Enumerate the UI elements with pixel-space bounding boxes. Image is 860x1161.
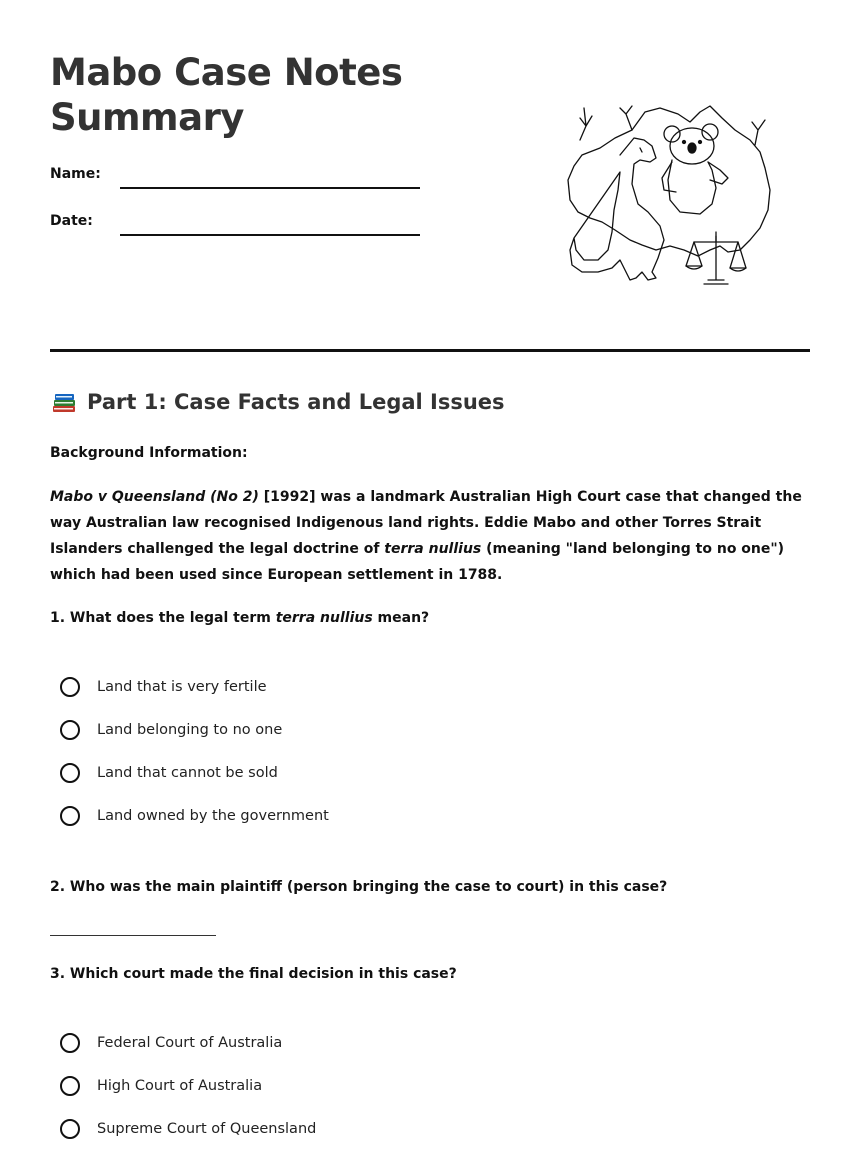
question-2: 2. Who was the main plaintiff (person bringing the case to court) in this case?: [50, 879, 668, 895]
background-label: Background Information:: [50, 445, 248, 461]
q1-option[interactable]: [60, 717, 282, 743]
option-label: High Court of Australia: [97, 1078, 263, 1094]
q3-option[interactable]: [60, 1116, 316, 1142]
q1-prefix: 1. What does the legal term: [50, 610, 276, 626]
question-1: [50, 610, 429, 626]
name-label: Name:: [50, 166, 101, 182]
worksheet-title: [50, 50, 402, 140]
q1-option[interactable]: [60, 674, 267, 700]
title-line-2: Summary: [50, 96, 244, 139]
option-label: Supreme Court of Queensland: [97, 1121, 317, 1137]
title-line-1: Mabo Case Notes: [50, 51, 403, 94]
radio-circle-icon[interactable]: [60, 677, 80, 697]
radio-circle-icon[interactable]: [60, 806, 80, 826]
radio-circle-icon[interactable]: [60, 763, 80, 783]
background-paragraph: [50, 484, 815, 588]
option-label: Federal Court of Australia: [97, 1035, 283, 1051]
q1-suffix: mean?: [372, 610, 430, 626]
q2-answer-field[interactable]: [50, 935, 216, 936]
q1-option[interactable]: [60, 760, 278, 786]
option-label: Land that is very fertile: [97, 679, 267, 695]
option-label: Land belonging to no one: [97, 722, 283, 738]
option-label: Land owned by the government: [97, 808, 329, 824]
date-field[interactable]: [120, 234, 420, 236]
q1-option[interactable]: [60, 803, 329, 829]
q3-option[interactable]: [60, 1030, 282, 1056]
question-3: 3. Which court made the final decision in this case?: [50, 966, 457, 982]
books-icon: [50, 388, 78, 416]
section-divider: [50, 349, 810, 352]
q1-term: terra nullius: [275, 610, 373, 626]
part1-heading: [50, 388, 505, 416]
radio-circle-icon[interactable]: [60, 1076, 80, 1096]
case-name: Mabo v Queensland (No 2): [50, 489, 259, 505]
paragraph-term: terra nullius: [384, 541, 482, 557]
radio-circle-icon[interactable]: [60, 720, 80, 740]
q3-option[interactable]: [60, 1073, 262, 1099]
kangaroo-koala-illustration-icon: [560, 100, 775, 290]
option-label: Land that cannot be sold: [97, 765, 278, 781]
radio-circle-icon[interactable]: [60, 1033, 80, 1053]
name-field[interactable]: [120, 187, 420, 189]
paragraph-text-2: (meaning "land belonging to no one") which had been used since European settlement in 1788.: [50, 541, 785, 583]
radio-circle-icon[interactable]: [60, 1119, 80, 1139]
part1-title: Part 1: Case Facts and Legal Issues: [87, 390, 505, 414]
paragraph-text-1: [1992] was a landmark Australian High Court case that changed the way Australian law recognised Indigenous land rights. Eddie Mabo and other Torres Strait Islanders challenged the legal doctrine of: [50, 489, 802, 557]
date-label: Date:: [50, 213, 93, 229]
